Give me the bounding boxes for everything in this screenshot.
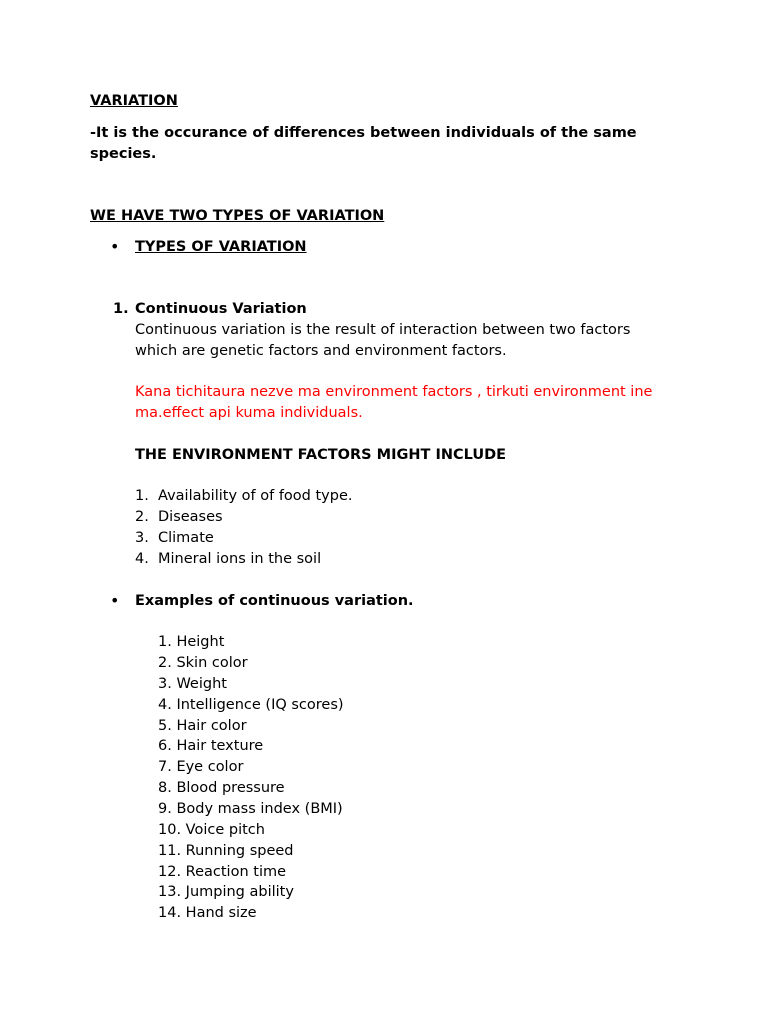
definition-line-2: species. <box>90 146 157 162</box>
list-item: Climate <box>158 530 214 546</box>
list-item: 1. Height <box>158 634 225 650</box>
environment-heading: THE ENVIRONMENT FACTORS MIGHT INCLUDE <box>135 447 507 463</box>
list-item: 12. Reaction time <box>158 864 287 880</box>
types-heading: WE HAVE TWO TYPES OF VARIATION <box>90 208 385 224</box>
definition-line-1: -It is the occurance of differences between individuals of the same <box>90 125 637 141</box>
bullet-icon: • <box>110 591 120 610</box>
page-title: VARIATION <box>90 93 178 109</box>
continuous-heading: Continuous Variation <box>135 301 307 317</box>
list-item: 5. Hair color <box>158 718 247 734</box>
list-item: Availability of of food type. <box>158 488 353 504</box>
list-item: 2. Skin color <box>158 655 248 671</box>
continuous-desc-line-1: Continuous variation is the result of interaction between two factors <box>135 322 631 338</box>
list-item: 6. Hair texture <box>158 738 264 754</box>
list-item: 3. Weight <box>158 676 227 692</box>
list-item: Mineral ions in the soil <box>158 551 322 567</box>
list-item: 10. Voice pitch <box>158 822 265 838</box>
list-item: 9. Body mass index (BMI) <box>158 801 343 817</box>
bullet-icon: • <box>110 237 120 256</box>
examples-heading: Examples of continuous variation. <box>135 593 414 609</box>
list-item-number: 2. <box>135 509 149 525</box>
list-item-number: 4. <box>135 551 149 567</box>
list-item: 14. Hand size <box>158 905 257 921</box>
note-line-1: Kana tichitaura nezve ma environment factors , tirkuti environment ine <box>135 384 653 400</box>
list-item-number: 1. <box>135 488 149 504</box>
list-item: 13. Jumping ability <box>158 884 294 900</box>
continuous-number: 1. <box>113 301 129 317</box>
list-item: 11. Running speed <box>158 843 294 859</box>
list-item: Diseases <box>158 509 223 525</box>
list-item: 7. Eye color <box>158 759 244 775</box>
list-item: 4. Intelligence (IQ scores) <box>158 697 344 713</box>
note-line-2: ma.effect api kuma individuals. <box>135 405 363 421</box>
list-item-number: 3. <box>135 530 149 546</box>
continuous-desc-line-2: which are genetic factors and environment factors. <box>135 343 507 359</box>
types-bullet-label: TYPES OF VARIATION <box>135 239 307 255</box>
list-item: 8. Blood pressure <box>158 780 285 796</box>
